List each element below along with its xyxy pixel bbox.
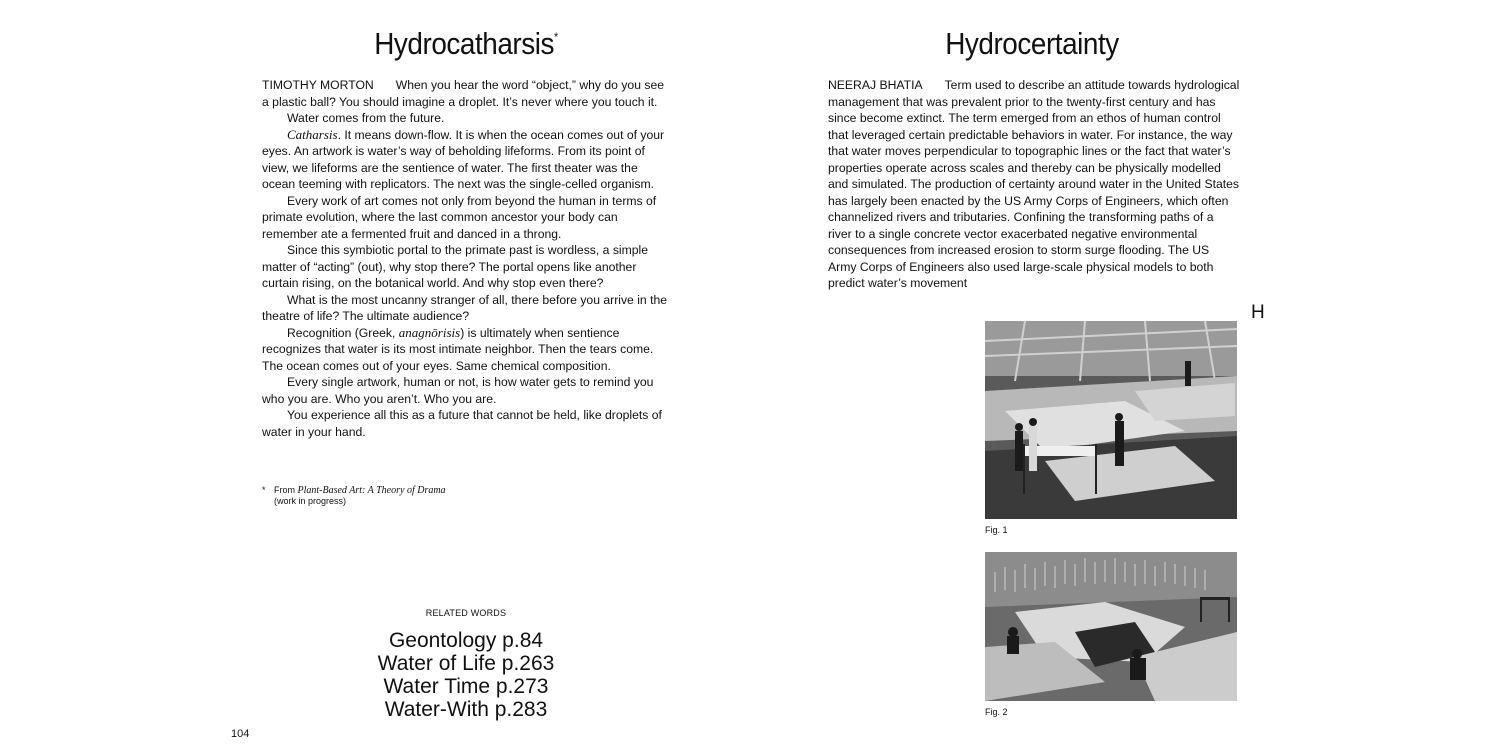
figure-1-caption: Fig. 1 — [985, 525, 1008, 535]
left-title-text: Hydrocatharsis — [374, 26, 555, 61]
right-paragraph-1: NEERAJ BHATIA Term used to describe an attitude towards hydrological management that was prevalent prior to the twenty-first century and has since become extinct. The term emerged from an ethos of human control that leveraged certain predictable behaviors in water. For instance, the way that water moves perpendicular to topographic lines or the fact that water’s properties operate across scales and thereby can be physically modelled and simulated. The production of certainty around water in the United States has largely been enacted by the US Army Corps of Engineers, which often channelized rivers and tributaries. Confining the transforming paths of a river to a single concrete vector exacerbated negative environmental consequences from increased erosion to storm surge flooding. The US Army Corps of Engineers also used large-scale physical models to both predict water’s movement — [828, 78, 1240, 290]
left-paragraph-8: Every single artwork, human or not, is how water gets to remind you who you are. Who you aren’t. Who you are. — [262, 375, 654, 406]
left-body-text — [262, 77, 674, 440]
left-paragraph-5: Since this symbiotic portal to the primate past is wordless, a simple matter of “acting” (out), why stop there? The portal opens like another curtain rising, on the botanical world. And why stop even there? — [262, 243, 649, 290]
left-paragraph-6: What is the most uncanny stranger of all, there before you arrive in the theatre of life? The ultimate audience? — [262, 292, 668, 323]
section-letter: H — [1251, 302, 1265, 323]
right-title: Hydrocertainty — [945, 26, 1119, 61]
right-body-text — [828, 77, 1240, 292]
left-paragraph-3: Catharsis. It means down-flow. It is when the ocean comes out of your eyes. An artwork is water’s way of beholding lifeforms. From its point of view, we lifeforms are the sentience of water. The first theater was the ocean teeming with replicators. The next was the single-celled organism. — [262, 126, 665, 191]
river-model-photo — [985, 552, 1237, 701]
footnote: * From Plant-Based Art: A Theory of Drama (work in progress) — [262, 485, 562, 507]
left-paragraph-7: Recognition (Greek, anagnōrisis) is ultimately when sentience recognizes that water is its most intimate neighbor. Then the tears come. The ocean comes out of your eyes. Same chemical composition. — [262, 324, 654, 373]
right-author: NEERAJ BHATIA — [828, 78, 923, 92]
related-word-item[interactable]: Geontology p.84 — [388, 629, 544, 652]
related-words-heading: RELATED WORDS — [425, 608, 507, 618]
left-author: TIMOTHY MORTON — [262, 78, 374, 92]
right-page — [750, 0, 1500, 750]
hangar-model-photo — [985, 321, 1237, 519]
related-word-item[interactable]: Water-With p.283 — [384, 698, 548, 721]
figure-1-photo — [985, 321, 1237, 519]
left-paragraph-2: Water comes from the future. — [287, 111, 445, 125]
page-number: 104 — [231, 728, 250, 740]
related-word-item[interactable]: Water of Life p.263 — [377, 652, 555, 675]
left-paragraph-1: TIMOTHY MORTON When you hear the word “object,” why do you see a plastic ball? You should imagine a droplet. It’s never where you touch it. — [262, 78, 665, 109]
related-word-item[interactable]: Water Time p.273 — [383, 675, 549, 698]
figure-2-photo — [985, 552, 1237, 701]
related-words-list — [300, 629, 632, 721]
left-paragraph-4: Every work of art comes not only from beyond the human in terms of primate evolution, where the last common ancestor your body can remember ate a fermented fruit and danced in a throng. — [262, 193, 657, 241]
footnote-mark: * — [262, 485, 266, 495]
title-footnote-mark: * — [554, 30, 558, 44]
figure-2-caption: Fig. 2 — [985, 707, 1008, 717]
footnote-note: (work in progress) — [274, 496, 347, 506]
left-title — [282, 26, 649, 62]
left-paragraph-9: You experience all this as a future that cannot be held, like droplets of water in your hand. — [262, 408, 662, 439]
